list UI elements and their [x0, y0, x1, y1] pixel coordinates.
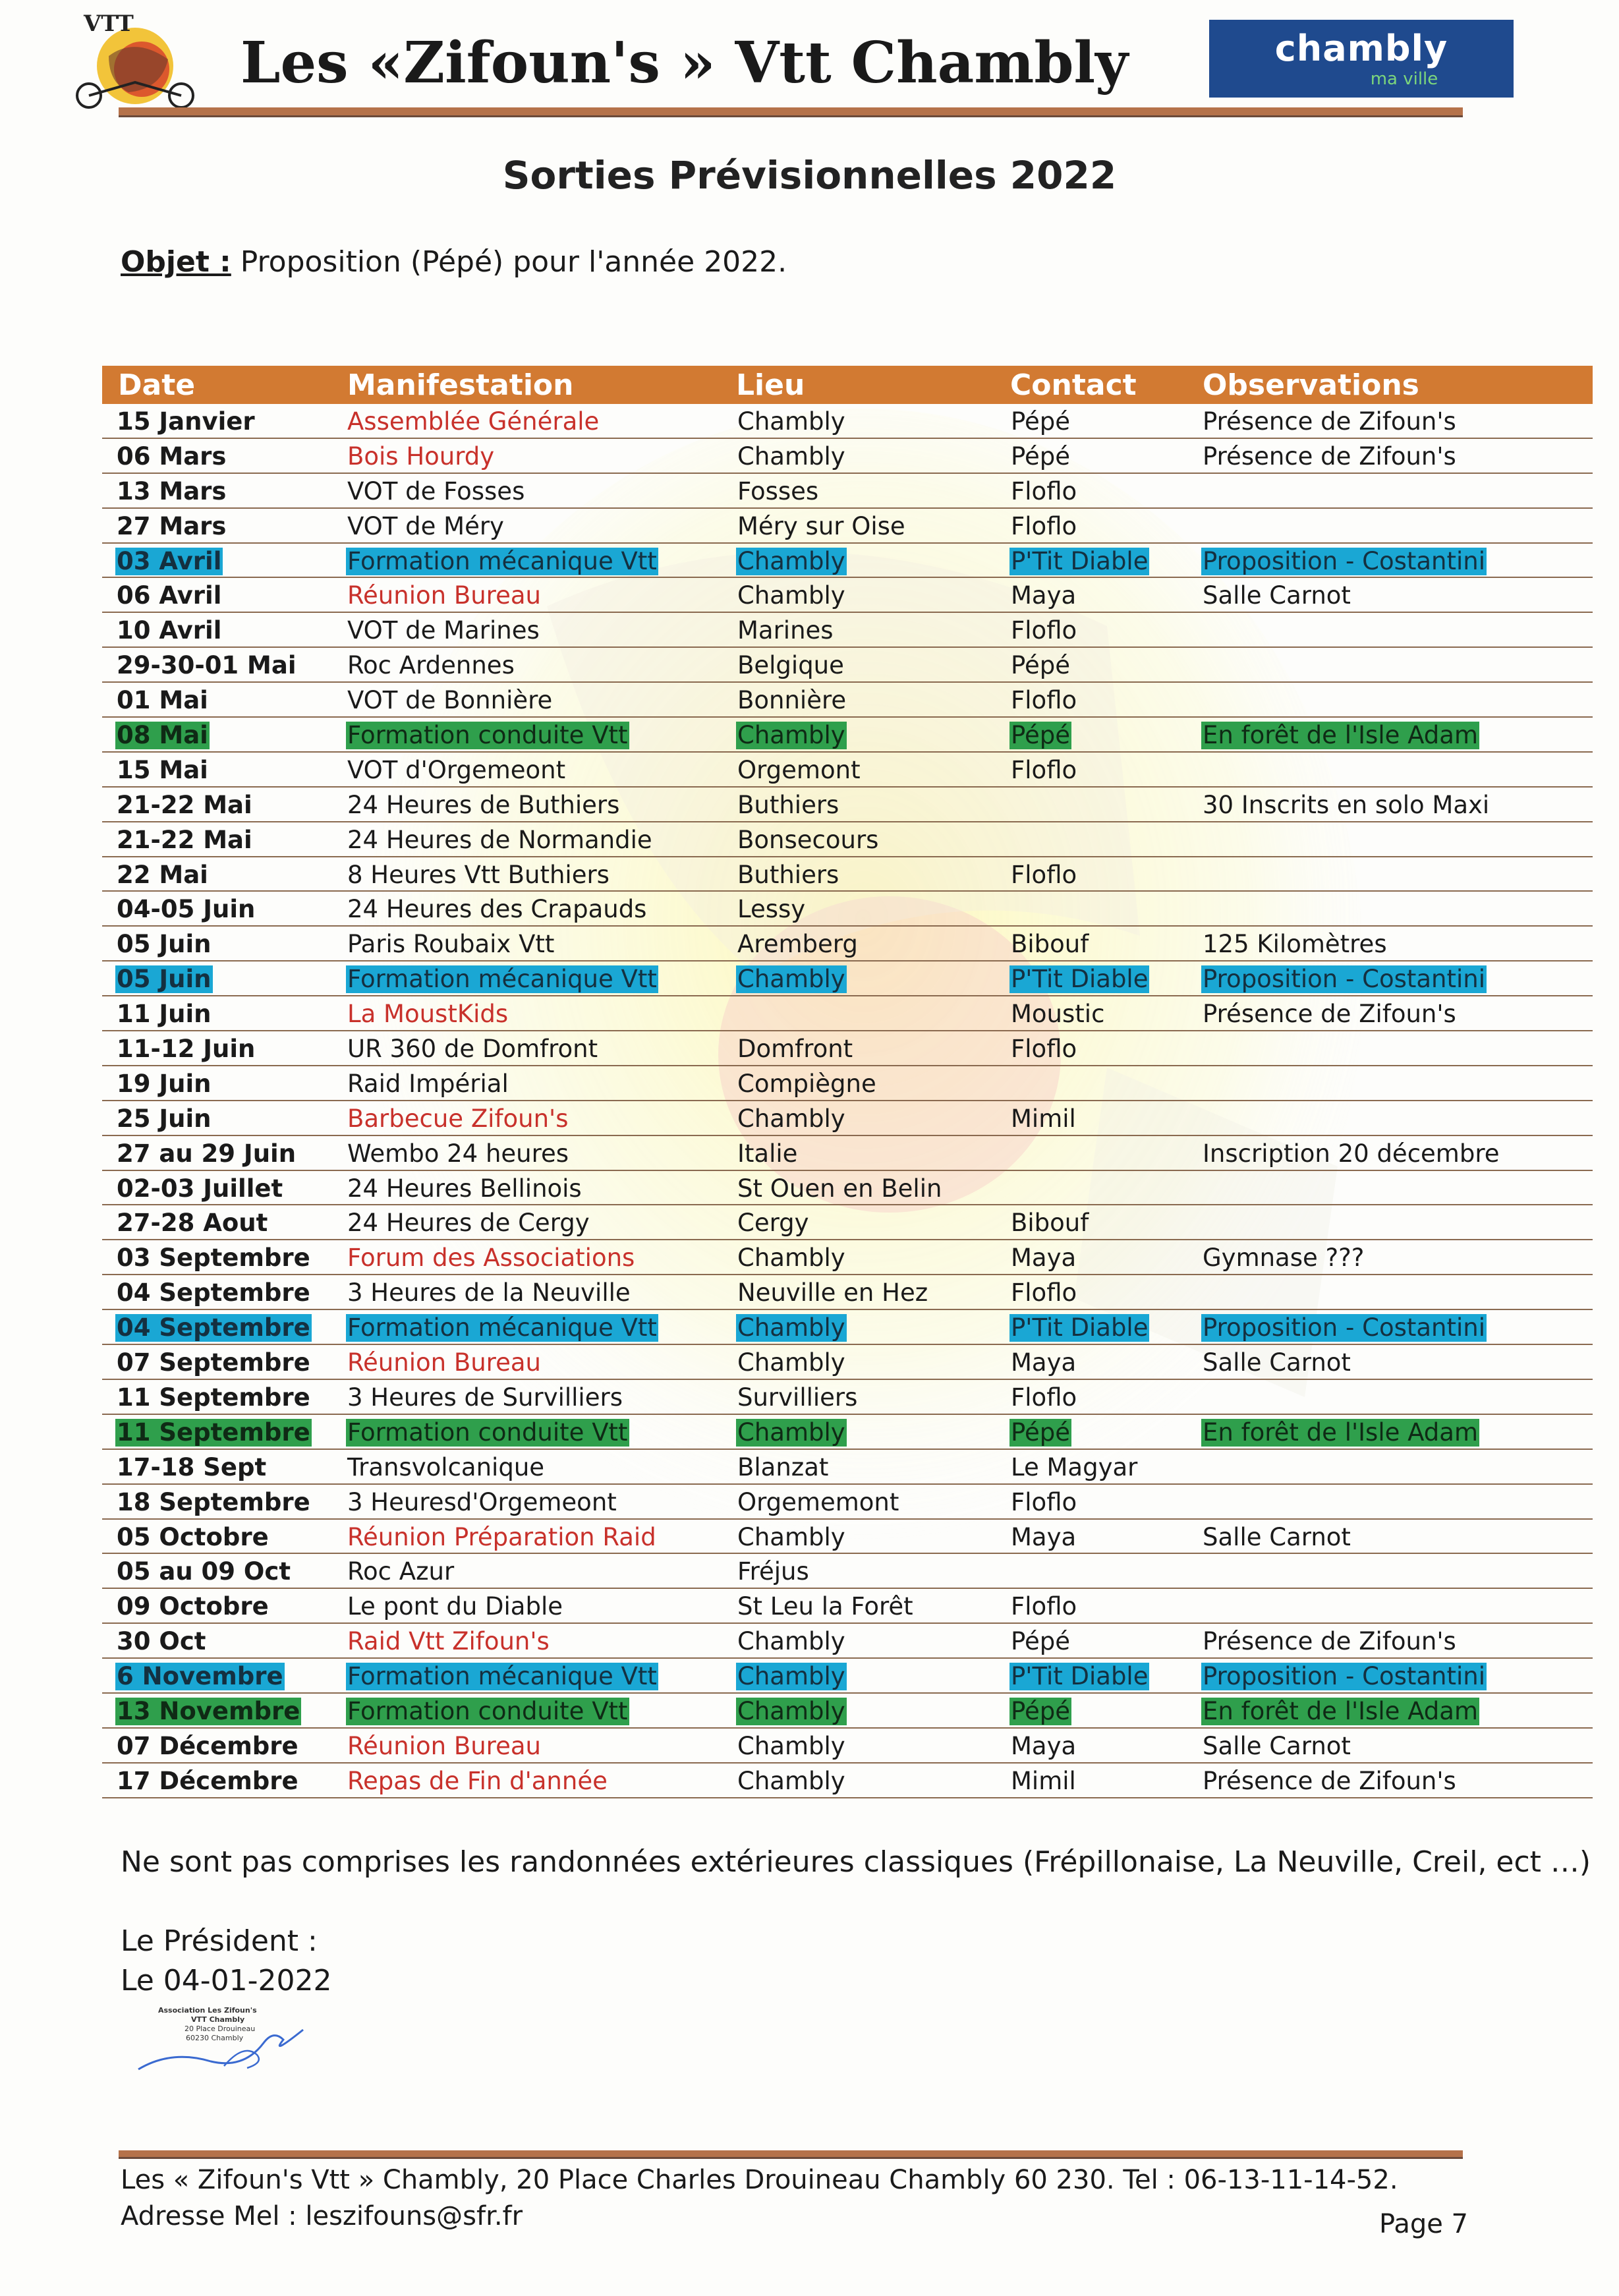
cell-date: 04 Septembre: [117, 1278, 310, 1307]
table-row: [102, 1205, 1593, 1240]
cell-place: Chambly: [737, 721, 845, 750]
cell-contact: Bibouf: [1011, 1209, 1089, 1238]
table-row: [102, 1380, 1593, 1415]
header-rule: [119, 107, 1463, 117]
table-row: [102, 1624, 1593, 1659]
table-row: [102, 1101, 1593, 1136]
cell-place: Fréjus: [737, 1557, 809, 1586]
cell-place: Chambly: [737, 1522, 845, 1551]
cell-date: 05 au 09 Oct: [117, 1557, 291, 1586]
header-contact: Contact: [1010, 368, 1137, 402]
cell-date: 10 Avril: [117, 616, 222, 645]
cell-place: Chambly: [737, 546, 845, 575]
cell-contact: Pépé: [1011, 1696, 1071, 1725]
cell-date: 17 Décembre: [117, 1766, 298, 1795]
table-row: [102, 439, 1593, 474]
association-stamp-signature: [132, 2003, 316, 2082]
cell-place: Fosses: [737, 476, 819, 505]
cell-obs: 30 Inscrits en solo Maxi: [1203, 790, 1490, 819]
cell-event: Réunion Bureau: [347, 1348, 541, 1377]
cell-contact: Floflo: [1011, 1487, 1077, 1516]
cell-place: Chambly: [737, 442, 845, 471]
cell-event: La MoustKids: [347, 1000, 509, 1029]
cell-date: 04-05 Juin: [117, 895, 256, 924]
city-brand-logo: [1209, 20, 1514, 98]
cell-event: Paris Roubaix Vtt: [347, 930, 555, 959]
brand-name: chambly: [1274, 28, 1448, 69]
cell-date: 21-22 Mai: [117, 790, 252, 819]
cell-date: 07 Septembre: [117, 1348, 310, 1377]
cell-place: Blanzat: [737, 1452, 829, 1481]
cell-obs: Proposition - Costantini: [1203, 546, 1486, 575]
cell-contact: Moustic: [1011, 1000, 1105, 1029]
cell-contact: Floflo: [1011, 1278, 1077, 1307]
cell-contact: Le Magyar: [1011, 1452, 1138, 1481]
table-row: [102, 996, 1593, 1031]
cell-obs: Présence de Zifoun's: [1203, 1627, 1456, 1656]
table-row: [102, 1031, 1593, 1066]
table-header: [102, 366, 1593, 404]
cell-event: Réunion Bureau: [347, 1731, 541, 1760]
cell-date: 04 Septembre: [117, 1313, 310, 1342]
cell-date: 07 Décembre: [117, 1731, 298, 1760]
cell-date: 01 Mai: [117, 686, 208, 715]
cell-obs: En forêt de l'Isle Adam: [1203, 1418, 1479, 1447]
cell-event: UR 360 de Domfront: [347, 1035, 598, 1064]
table-row: [102, 1520, 1593, 1555]
cell-date: 18 Septembre: [117, 1487, 310, 1516]
cell-obs: Présence de Zifoun's: [1203, 1766, 1456, 1795]
cell-event: Réunion Préparation Raid: [347, 1522, 656, 1551]
cell-contact: Floflo: [1011, 1035, 1077, 1064]
president-label: Le Président :: [121, 1924, 318, 1958]
cell-date: 03 Septembre: [117, 1244, 310, 1273]
cell-event: Transvolcanique: [347, 1452, 545, 1481]
cell-place: Chambly: [737, 965, 845, 994]
cell-obs: Proposition - Costantini: [1203, 1313, 1486, 1342]
cell-event: Roc Azur: [347, 1557, 455, 1586]
cell-event: Forum des Associations: [347, 1244, 635, 1273]
cell-place: Cergy: [737, 1209, 809, 1238]
cell-event: Formation mécanique Vtt: [347, 1662, 657, 1691]
cell-contact: P'Tit Diable: [1011, 1662, 1149, 1691]
cell-date: 17-18 Sept: [117, 1452, 267, 1481]
cell-event: Formation mécanique Vtt: [347, 1313, 657, 1342]
cell-date: 6 Novembre: [117, 1662, 283, 1691]
cell-contact: Floflo: [1011, 755, 1077, 784]
header-date: Date: [118, 368, 196, 402]
cell-obs: Salle Carnot: [1203, 581, 1351, 610]
cell-obs: En forêt de l'Isle Adam: [1203, 721, 1479, 750]
cell-event: Assemblée Générale: [347, 407, 600, 436]
cell-event: 24 Heures de Buthiers: [347, 790, 620, 819]
cell-place: Domfront: [737, 1035, 853, 1064]
footer-address: Les « Zifoun's Vtt » Chambly, 20 Place Charles Drouineau Chambly 60 230. Tel : 06-13-11-14-52.: [121, 2165, 1398, 2195]
cell-place: Buthiers: [737, 790, 839, 819]
cell-place: Chambly: [737, 1104, 845, 1133]
cell-date: 09 Octobre: [117, 1592, 269, 1621]
table-row: [102, 1659, 1593, 1694]
stamp-line: Association Les Zifoun's: [158, 2006, 257, 2015]
cell-contact: Mimil: [1011, 1766, 1076, 1795]
cell-place: Marines: [737, 616, 834, 645]
cell-contact: P'Tit Diable: [1011, 546, 1149, 575]
cell-contact: Floflo: [1011, 511, 1077, 540]
cell-obs: Proposition - Costantini: [1203, 965, 1486, 994]
logo-text: VTT: [84, 11, 134, 37]
cell-date: 11 Septembre: [117, 1418, 310, 1447]
table-row: [102, 509, 1593, 544]
objet-label: Objet :: [121, 245, 231, 279]
table-row: [102, 1589, 1593, 1624]
objet-text: Proposition (Pépé) pour l'année 2022.: [231, 245, 787, 279]
cell-contact: Maya: [1011, 1522, 1077, 1551]
cell-contact: Floflo: [1011, 1592, 1077, 1621]
cell-place: Bonsecours: [737, 825, 879, 854]
cell-obs: Présence de Zifoun's: [1203, 407, 1456, 436]
cell-date: 11 Juin: [117, 1000, 212, 1029]
cell-contact: Pépé: [1011, 1418, 1071, 1447]
cell-event: Formation mécanique Vtt: [347, 546, 657, 575]
cell-place: Chambly: [737, 1662, 845, 1691]
cell-date: 06 Avril: [117, 581, 222, 610]
cell-event: Formation conduite Vtt: [347, 1418, 628, 1447]
cell-date: 15 Janvier: [117, 407, 255, 436]
note-text: Ne sont pas comprises les randonnées extérieures classiques (Frépillonaise, La Neuville, Creil, ect …): [121, 1845, 1591, 1879]
table-row: [102, 1450, 1593, 1485]
stamp-line: 20 Place Drouineau: [185, 2024, 256, 2033]
table-row: [102, 474, 1593, 509]
cell-obs: Gymnase ???: [1203, 1244, 1365, 1273]
cell-event: 24 Heures des Crapauds: [347, 895, 647, 924]
cell-contact: Pépé: [1011, 651, 1071, 680]
cell-place: Chambly: [737, 1348, 845, 1377]
cell-place: Orgemont: [737, 755, 861, 784]
table-row: [102, 822, 1593, 857]
cell-date: 05 Octobre: [117, 1522, 269, 1551]
cell-event: Le pont du Diable: [347, 1592, 563, 1621]
cell-event: Wembo 24 heures: [347, 1139, 569, 1168]
cell-obs: Salle Carnot: [1203, 1348, 1351, 1377]
cell-contact: P'Tit Diable: [1011, 1313, 1149, 1342]
cell-contact: Maya: [1011, 1731, 1077, 1760]
table-row: [102, 1171, 1593, 1206]
cell-place: Chambly: [737, 1731, 845, 1760]
table-row: [102, 1310, 1593, 1345]
cell-contact: Pépé: [1011, 1627, 1071, 1656]
cell-date: 05 Juin: [117, 930, 212, 959]
table-row: [102, 404, 1593, 439]
table-row: [102, 961, 1593, 996]
document-subtitle: Sorties Prévisionnelles 2022: [502, 153, 1117, 198]
cell-place: Chambly: [737, 407, 845, 436]
signature-date: Le 04-01-2022: [121, 1964, 332, 1997]
cell-event: 3 Heures de la Neuville: [347, 1278, 631, 1307]
cell-place: Chambly: [737, 1627, 845, 1656]
cell-obs: Salle Carnot: [1203, 1522, 1351, 1551]
cell-date: 11 Septembre: [117, 1383, 310, 1412]
table-row: [102, 1066, 1593, 1101]
table-row: [102, 683, 1593, 718]
cell-event: VOT de Méry: [347, 511, 504, 540]
cell-place: Lessy: [737, 895, 806, 924]
table-row: [102, 892, 1593, 927]
cell-date: 03 Avril: [117, 546, 222, 575]
cell-contact: Mimil: [1011, 1104, 1076, 1133]
cell-date: 05 Juin: [117, 965, 212, 994]
cell-obs: Présence de Zifoun's: [1203, 442, 1456, 471]
cell-event: Réunion Bureau: [347, 581, 541, 610]
cell-contact: Floflo: [1011, 616, 1077, 645]
brand-sub: ma ville: [1370, 69, 1438, 89]
cell-event: 24 Heures Bellinois: [347, 1174, 582, 1203]
table-row: [102, 544, 1593, 579]
cell-place: Aremberg: [737, 930, 858, 959]
cell-date: 29-30-01 Mai: [117, 651, 297, 680]
cell-date: 06 Mars: [117, 442, 227, 471]
cell-place: Chambly: [737, 581, 845, 610]
cell-obs: 125 Kilomètres: [1203, 930, 1387, 959]
table-row: [102, 788, 1593, 822]
header-observations: Observations: [1203, 368, 1419, 402]
cell-place: Compiègne: [737, 1069, 876, 1098]
cell-obs: Proposition - Costantini: [1203, 1662, 1486, 1691]
table-row: [102, 1240, 1593, 1275]
cell-obs: Salle Carnot: [1203, 1731, 1351, 1760]
cell-contact: Floflo: [1011, 686, 1077, 715]
cell-place: Chambly: [737, 1244, 845, 1273]
cell-event: Barbecue Zifoun's: [347, 1104, 569, 1133]
cell-place: Buthiers: [737, 860, 839, 889]
club-logo: [63, 10, 214, 115]
table-row: [102, 1729, 1593, 1764]
cell-place: Italie: [737, 1139, 798, 1168]
cell-contact: Floflo: [1011, 476, 1077, 505]
cell-contact: Maya: [1011, 1244, 1077, 1273]
cell-date: 13 Novembre: [117, 1696, 300, 1725]
cell-event: VOT de Marines: [347, 616, 540, 645]
table-body: [102, 404, 1593, 1798]
cell-date: 11-12 Juin: [117, 1035, 256, 1064]
cell-contact: Bibouf: [1011, 930, 1089, 959]
cell-event: 24 Heures de Normandie: [347, 825, 652, 854]
table-row: [102, 1485, 1593, 1520]
cell-event: 24 Heures de Cergy: [347, 1209, 590, 1238]
table-row: [102, 1694, 1593, 1729]
cell-place: Chambly: [737, 1766, 845, 1795]
cell-event: VOT de Bonnière: [347, 686, 553, 715]
cell-date: 27 au 29 Juin: [117, 1139, 297, 1168]
cell-date: 19 Juin: [117, 1069, 212, 1098]
cell-event: Raid Impérial: [347, 1069, 509, 1098]
header-manifestation: Manifestation: [347, 368, 574, 402]
cell-contact: Pépé: [1011, 721, 1071, 750]
cell-event: 8 Heures Vtt Buthiers: [347, 860, 610, 889]
table-row: [102, 1136, 1593, 1171]
cell-contact: Floflo: [1011, 860, 1077, 889]
cell-place: St Leu la Forêt: [737, 1592, 913, 1621]
cell-place: St Ouen en Belin: [737, 1174, 942, 1203]
cell-date: 08 Mai: [117, 721, 208, 750]
cell-contact: Pépé: [1011, 407, 1071, 436]
cell-place: Méry sur Oise: [737, 511, 905, 540]
cell-date: 27 Mars: [117, 511, 227, 540]
cell-contact: Maya: [1011, 581, 1077, 610]
cell-place: Chambly: [737, 1313, 845, 1342]
cell-date: 02-03 Juillet: [117, 1174, 283, 1203]
table-row: [102, 718, 1593, 753]
cell-event: Bois Hourdy: [347, 442, 495, 471]
cell-event: Formation conduite Vtt: [347, 1696, 628, 1725]
cell-event: 3 Heures de Survilliers: [347, 1383, 623, 1412]
cell-obs: Présence de Zifoun's: [1203, 1000, 1456, 1029]
page-title: Les «Zifoun's » Vtt Chambly: [241, 30, 1129, 96]
cell-contact: Maya: [1011, 1348, 1077, 1377]
table-row: [102, 753, 1593, 788]
cell-date: 22 Mai: [117, 860, 208, 889]
cell-event: Formation mécanique Vtt: [347, 965, 657, 994]
objet-line: [121, 245, 787, 279]
cell-event: Formation conduite Vtt: [347, 721, 628, 750]
table-row: [102, 1415, 1593, 1450]
stamp-line: VTT Chambly: [191, 2015, 245, 2024]
table-row: [102, 1554, 1593, 1589]
page-number: Page 7: [1379, 2209, 1468, 2239]
header-lieu: Lieu: [736, 368, 805, 402]
cell-contact: Floflo: [1011, 1383, 1077, 1412]
cell-date: 25 Juin: [117, 1104, 212, 1133]
cell-obs: En forêt de l'Isle Adam: [1203, 1696, 1479, 1725]
cell-date: 15 Mai: [117, 755, 208, 784]
table-row: [102, 1764, 1593, 1798]
stamp-line: 60230 Chambly: [186, 2034, 244, 2042]
table-row: [102, 578, 1593, 613]
cell-place: Chambly: [737, 1696, 845, 1725]
cell-place: Bonnière: [737, 686, 847, 715]
cell-place: Chambly: [737, 1418, 845, 1447]
cell-date: 27-28 Aout: [117, 1209, 268, 1238]
table-row: [102, 1275, 1593, 1310]
cell-contact: P'Tit Diable: [1011, 965, 1149, 994]
events-table: [102, 366, 1593, 1798]
table-row: [102, 1345, 1593, 1380]
footer-email: Adresse Mel : leszifouns@sfr.fr: [121, 2201, 523, 2231]
cell-place: Orgememont: [737, 1487, 899, 1516]
cell-contact: Pépé: [1011, 442, 1071, 471]
table-row: [102, 613, 1593, 648]
cell-date: 13 Mars: [117, 476, 227, 505]
cell-event: Roc Ardennes: [347, 651, 515, 680]
cell-obs: Inscription 20 décembre: [1203, 1139, 1500, 1168]
cell-place: Belgique: [737, 651, 844, 680]
footer-rule: [119, 2150, 1463, 2159]
cell-event: VOT de Fosses: [347, 476, 525, 505]
cell-event: 3 Heuresd'Orgemeont: [347, 1487, 617, 1516]
cell-event: Raid Vtt Zifoun's: [347, 1627, 550, 1656]
table-row: [102, 857, 1593, 892]
cell-event: VOT d'Orgemeont: [347, 755, 566, 784]
cell-place: Neuville en Hez: [737, 1278, 928, 1307]
cell-date: 21-22 Mai: [117, 825, 252, 854]
table-row: [102, 648, 1593, 683]
table-row: [102, 927, 1593, 961]
cell-place: Survilliers: [737, 1383, 858, 1412]
cell-date: 30 Oct: [117, 1627, 206, 1656]
cell-event: Repas de Fin d'année: [347, 1766, 608, 1795]
